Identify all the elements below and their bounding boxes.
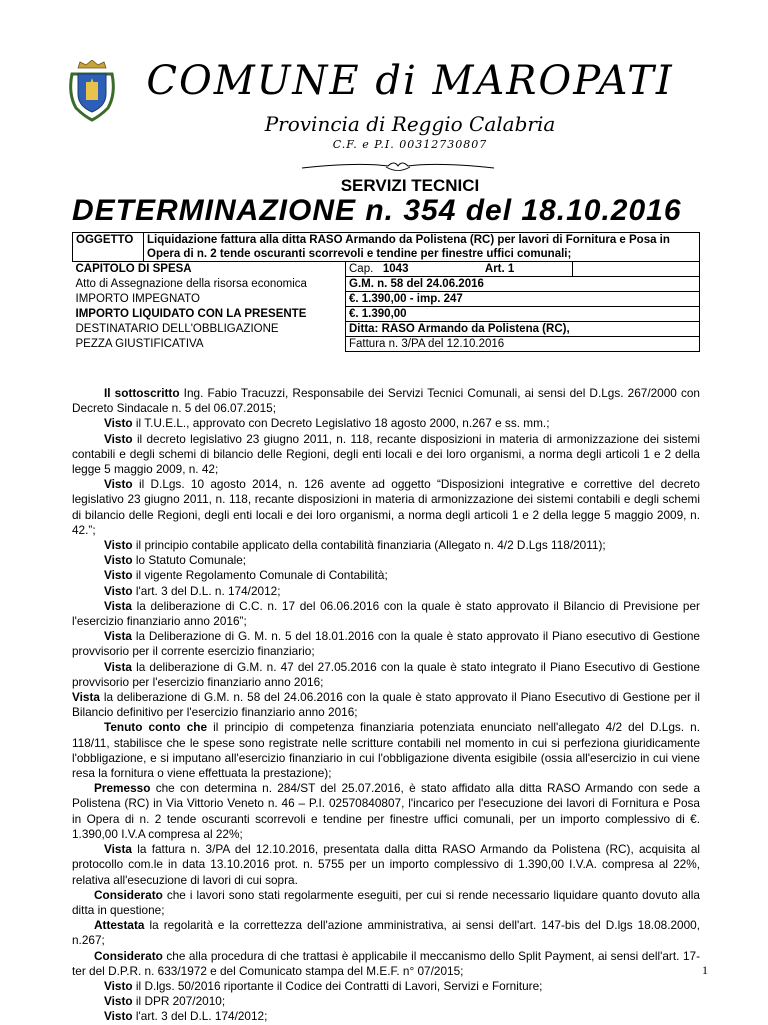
- body-paragraph: [72, 720, 700, 781]
- paragraph-text: la regolarità e la correttezza dell'azione amministrativa, ai sensi dell'art. 147-bis del D.lgs 18.08.2000, n.267;: [72, 918, 700, 948]
- paragraph-text: l'art. 3 del D.L. 174/2012;: [132, 1009, 268, 1024]
- body-paragraph: [72, 416, 700, 431]
- importo-impegnato-value: €. 1.390,00 - imp. 247: [346, 292, 700, 307]
- paragraph-lead: Vista: [104, 629, 132, 644]
- servizi-tecnici-heading: SERVIZI TECNICI: [340, 176, 480, 195]
- paragraph-text: l'art. 3 del D.L. n. 174/2012;: [132, 583, 281, 598]
- paragraph-lead: Vista: [104, 842, 132, 857]
- body-paragraph: [72, 568, 700, 583]
- atto-value: G.M. n. 58 del 24.06.2016: [346, 277, 700, 292]
- paragraph-text: il D.Lgs. 10 agosto 2014, n. 126 avente ad oggetto “Disposizioni integrative e correttive del decreto legislativo 23 giugno 2011, n. 118, recante disposizioni in materia di armonizzazione dei sistemi contabili e degli schemi di bilancio delle Regioni, degli enti locali e dei loro organismi, a norma degli articoli 1 e 2 della legge 5 maggio 2009, n. 42.”;: [72, 477, 700, 537]
- paragraph-lead: Visto: [104, 538, 133, 553]
- art-value: 1: [507, 263, 515, 275]
- comune-title: COMUNE di MAROPATI: [146, 58, 674, 104]
- summary-table: [72, 232, 700, 352]
- paragraph-text: la Deliberazione di G. M. n. 5 del 18.01.2016 con la quale è stato approvato il Piano esecutivo di Gestione provvisorio per il corrente esercizio finanziario;: [72, 629, 700, 659]
- paragraph-lead: Visto: [104, 431, 133, 446]
- body-paragraph: [72, 949, 700, 979]
- paragraph-text: il vigente Regolamento Comunale di Contabilità;: [132, 568, 388, 583]
- body-paragraph: [72, 432, 700, 478]
- paragraph-text: il T.U.E.L., approvato con Decreto Legislativo 18 agosto 2000, n.267 e ss. mm.;: [132, 416, 550, 431]
- paragraph-text: che alla procedura di che trattasi è applicabile il meccanismo dello Split Payment, ai sensi dell'art. 17-ter del D.P.R. n. 633/1972 e del Comunicato stampa del M.E.F. n° 07/2015;: [72, 948, 700, 978]
- paragraph-lead: Considerato: [94, 887, 163, 902]
- paragraph-text: il decreto legislativo 23 giugno 2011, n. 118, recante disposizioni in materia di armonizzazione dei sistemi contabili e degli schemi di bilancio delle Regioni, degli enti locali e dei loro organismi, a norma degli articoli 1 e 2 della legge 5 maggio 2009, n. 42;: [72, 431, 700, 477]
- cap-label: Cap.: [349, 263, 374, 275]
- capitolo-label: CAPITOLO DI SPESA: [75, 263, 192, 275]
- paragraph-lead: Visto: [104, 553, 133, 568]
- body-paragraph: [72, 629, 700, 659]
- body-paragraph: [72, 979, 700, 994]
- paragraph-lead: Il sottoscritto: [104, 386, 180, 400]
- paragraph-lead: Vista: [104, 659, 132, 674]
- body-paragraph: [72, 994, 700, 1009]
- importo-liquidato-value: €. 1.390,00: [346, 307, 700, 322]
- body-paragraph: [72, 781, 700, 842]
- fiscal-code: C.F. e P.I. 00312730807: [332, 138, 488, 151]
- body-paragraph: [72, 1009, 700, 1024]
- paragraph-lead: Visto: [104, 416, 133, 431]
- paragraph-lead: Visto: [104, 994, 133, 1009]
- art-label: Art.: [484, 263, 505, 275]
- body-paragraph: [72, 386, 700, 416]
- paragraph-text: il DPR 207/2010;: [132, 994, 226, 1009]
- body-paragraph: [72, 888, 700, 918]
- paragraph-lead: Visto: [104, 583, 133, 598]
- paragraph-text: la deliberazione di C.C. n. 17 del 06.06.2016 con la quale è stato approvato il Bilancio di Previsione per l'esercizio finanziario anno 2016”;: [72, 598, 700, 629]
- determinazione-heading: DETERMINAZIONE n. 354 del 18.10.2016: [72, 194, 682, 227]
- paragraph-lead: Visto: [104, 978, 133, 993]
- paragraph-lead: Premesso: [94, 781, 151, 796]
- paragraph-lead: Tenuto conto che: [104, 720, 208, 735]
- paragraph-text: lo Statuto Comunale;: [132, 553, 247, 568]
- body-text: [72, 386, 700, 1025]
- paragraph-text: la fattura n. 3/PA del 12.10.2016, presentata dalla ditta RASO Armando da Polistena (RC), acquisita al protocollo com.le in data 13.10.2016 prot. n. 5755 per un importo complessivo di 1.390,00 I.V.A. compresa al 22%, relativa all'esecuzione di lavori di cui sopra.: [72, 842, 700, 887]
- oggetto-text: Liquidazione fattura alla ditta RASO Armando da Polistena (RC) per lavori di Fornitura e Posa in Opera di n. 2 tende oscuranti scorrevoli e tendine per finestre uffici comunali;: [144, 233, 700, 262]
- body-paragraph: [72, 918, 700, 948]
- cap-value: 1043: [382, 263, 409, 275]
- body-paragraph: [72, 538, 700, 553]
- decorative-divider-icon: [298, 158, 498, 174]
- body-paragraph: [72, 553, 700, 568]
- body-paragraph: [72, 584, 700, 599]
- oggetto-label: OGGETTO: [73, 233, 144, 262]
- importo-liquidato-label: IMPORTO LIQUIDATO CON LA PRESENTE: [75, 307, 307, 320]
- importo-impegnato-label: IMPORTO IMPEGNATO: [75, 292, 200, 305]
- paragraph-text: la deliberazione di G.M. n. 47 del 27.05.2016 con la quale è stato integrato il Piano Esecutivo di Gestione provvisorio per l'esercizio finanziario anno 2016;: [72, 659, 700, 689]
- paragraph-text: Ing. Fabio Tracuzzi, Responsabile dei Servizi Tecnici Comunali, ai sensi del D.Lgs. 267/2000 con Decreto Sindacale n. 5 del 06.07.2015;: [72, 386, 700, 416]
- paragraph-text: il D.lgs. 50/2016 riportante il Codice dei Contratti di Lavori, Servizi e Forniture;: [132, 978, 543, 993]
- body-paragraph: [72, 477, 700, 538]
- paragraph-text: che i lavori sono stati regolarmente eseguiti, per cui si rende necessario liquidare quanto dovuto alla ditta in questione;: [72, 887, 700, 917]
- body-paragraph: [72, 660, 700, 690]
- body-paragraph: [72, 842, 700, 888]
- paragraph-text: la deliberazione di G.M. n. 58 del 24.06.2016 con la quale è stato approvato il Piano Esecutivo di Gestione per il Bilancio definitivo per l'esercizio finanziario anno 2016;: [72, 690, 700, 720]
- paragraph-lead: Visto: [104, 568, 133, 583]
- paragraph-text: il principio contabile applicato della contabilità finanziaria (Allegato n. 4/2 D.Lgs 118/2011);: [132, 538, 606, 553]
- atto-label: Atto di Assegnazione della risorsa economica: [75, 277, 307, 290]
- paragraph-text: il principio di competenza finanziaria potenziata enunciato nell'allegato 4/2 del D.Lgs. n. 118/11, stabilisce che le spese sono registrate nelle scritture contabili nel momento in cui si perfeziona giuridicamente l'obbligazione, e si imputano all'esercizio finanziario in cui l'obbligazione diventa esigibile (ossia all'esercizio in cui viene resa la fornitura o viene effettuata la prestazione);: [72, 720, 700, 781]
- provincia-subtitle: Provincia di Reggio Calabria: [264, 112, 556, 136]
- paragraph-lead: Attestata: [94, 918, 145, 933]
- pezza-value: Fattura n. 3/PA del 12.10.2016: [346, 337, 700, 352]
- paragraph-lead: Vista: [72, 690, 100, 705]
- body-paragraph: [72, 690, 700, 720]
- body-paragraph: [72, 599, 700, 629]
- paragraph-lead: Vista: [104, 598, 132, 613]
- paragraph-text: che con determina n. 284/ST del 25.07.2016, è stato affidato alla ditta RASO Armando con sede a Polistena (RC) in Via Vittorio Veneto n. 46 – P.I. 02570840807, l'incarico per l'esecuzione dei lavori di Fornitura e Posa in Opera di n. 2 tende oscuranti scorrevoli e tendine per finestre uffici comunali, per un importo complessivo di €. 1.390,00 I.V.A compresa al 22%;: [72, 781, 700, 841]
- paragraph-lead: Visto: [104, 477, 133, 492]
- paragraph-lead: Visto: [104, 1009, 133, 1024]
- pezza-label: PEZZA GIUSTIFICATIVA: [75, 337, 204, 350]
- paragraph-lead: Considerato: [94, 948, 163, 963]
- destinatario-label: DESTINATARIO DELL'OBBLIGAZIONE: [75, 322, 279, 335]
- destinatario-value: Ditta: RASO Armando da Polistena (RC),: [346, 322, 700, 337]
- page-number: 1: [702, 963, 708, 977]
